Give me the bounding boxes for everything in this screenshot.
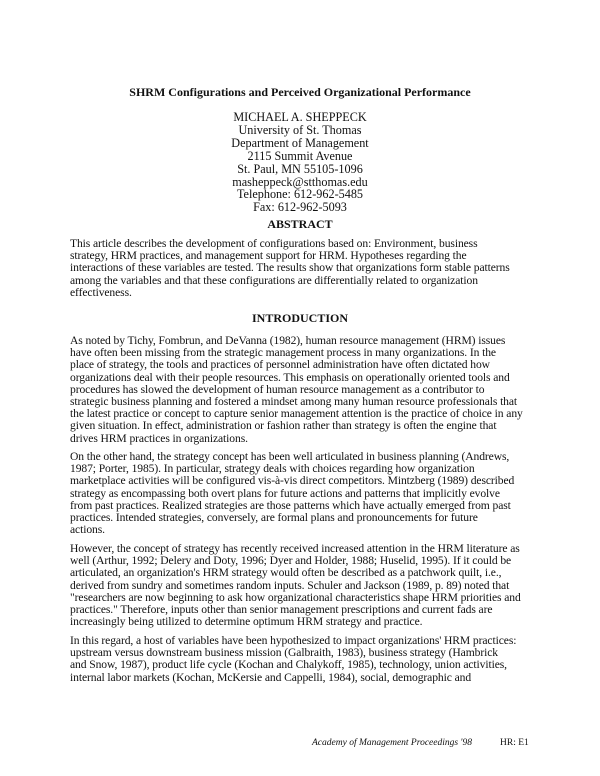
author-block	[0, 111, 600, 214]
text-line: increasingly being utilized to determine optimum HRM strategy and practice.	[70, 615, 423, 629]
paper-title: SHRM Configurations and Perceived Organizational Performance	[129, 85, 471, 99]
author-department: Department of Management	[231, 135, 369, 150]
text-line: This article describes the development of configurations based on: Environment, business	[70, 237, 478, 250]
text-line: from past practices. Realized strategies are those patterns which have actually emerged from past	[70, 498, 511, 512]
text-line: effectiveness.	[70, 285, 132, 299]
text-line: strategy as encompassing both overt plans for future actions and patterns that implicitly evolve	[70, 486, 500, 500]
footer-journal: Academy of Management Proceedings '98	[312, 738, 472, 748]
footer-page-number: HR: E1	[500, 738, 529, 748]
text-line: "researchers are now beginning to ask how organizational characteristics shape HRM priorities and	[70, 590, 521, 604]
body-paragraph-3	[70, 543, 548, 628]
text-line: derived from sundry and sometimes random inputs. Schuler and Jackson (1989, p. 89) noted that	[70, 578, 510, 592]
abstract-heading: ABSTRACT	[267, 217, 333, 231]
text-line: marketplace activities will be configured vis-à-vis direct competitors. Mintzberg (1989) described	[70, 474, 515, 488]
body-paragraph-4	[70, 635, 548, 684]
text-line: internal labor markets (Kochan, McKersie and Cappelli, 1984), social, demographic and	[70, 670, 472, 684]
text-line: well (Arthur, 1992; Delery and Doty, 1996; Dyer and Holder, 1988; Huselid, 1995). If it could be	[70, 554, 512, 568]
text-line: articulated, an organization's HRM strategy would often be described as a patchwork quilt, i.e.,	[70, 566, 502, 580]
text-line: place of strategy, the tools and practices of personnel administration have often dictated how	[70, 358, 490, 372]
text-line: among the variables and that these configurations are differentially related to organization	[70, 273, 478, 287]
author-university: University of St. Thomas	[238, 122, 362, 137]
text-line: On the other hand, the strategy concept has been well articulated in business planning (Andrews,	[70, 450, 510, 463]
author-name: MICHAEL A. SHEPPECK	[233, 110, 367, 124]
text-line: procedures has slowed the development of human resource management as a contributor to	[70, 382, 485, 396]
text-line: In this regard, a host of variables have been hypothesized to impact organizations' HRM practices:	[70, 634, 517, 647]
introduction-heading: INTRODUCTION	[251, 311, 348, 325]
author-fax: Fax: 612-962-5093	[253, 200, 347, 215]
text-line: practices. Intended strategies, conversely, are formal plans and pronouncements for future	[70, 511, 478, 525]
text-line: have often been missing from the strategic management process in many organizations. In the	[70, 346, 496, 360]
body-paragraph-1	[70, 335, 548, 445]
text-line: given situation. In effect, administration or fashion rather than strategy is often the engine that	[70, 419, 497, 433]
text-line: strategic business planning and fostered a mindset among many human resource professionals that	[70, 395, 518, 409]
text-line: actions.	[70, 523, 105, 537]
text-line: the latest practice or concept to capture senior management attention is the practice of choice in any	[70, 407, 523, 421]
text-line: upstream versus downstream business mission (Galbraith, 1983), business strategy (Hambrick	[70, 646, 498, 660]
text-line: and Snow, 1987), product life cycle (Kochan and Chalykoff, 1985), technology, union activities,	[70, 658, 507, 672]
author-city: St. Paul, MN 55105-1096	[237, 161, 363, 176]
text-line: As noted by Tichy, Fombrun, and DeVanna (1982), human resource management (HRM) issues	[70, 334, 506, 347]
body-paragraph-2	[70, 451, 548, 536]
text-line: 1987; Porter, 1985). In particular, strategy deals with choices regarding how organization	[70, 462, 475, 476]
author-street: 2115 Summit Avenue	[247, 148, 353, 163]
author-telephone: Telephone: 612-962-5485	[236, 187, 364, 202]
text-line: strategy, HRM practices, and management support for HRM. Hypotheses regarding the	[70, 249, 467, 263]
abstract-paragraph	[70, 238, 548, 299]
text-line: However, the concept of strategy has recently received increased attention in the HRM literature as	[70, 542, 520, 555]
text-line: practices." Therefore, inputs other than senior management prescriptions and current fads are	[70, 603, 493, 617]
text-line: drives HRM practices in organizations.	[70, 431, 248, 445]
author-email: masheppeck@stthomas.edu	[232, 174, 368, 189]
text-line: organizations deal with their people resources. This emphasis on operationally oriented tools and	[70, 370, 510, 384]
text-line: interactions of these variables are tested. The results show that organizations form stable patterns	[70, 261, 510, 275]
